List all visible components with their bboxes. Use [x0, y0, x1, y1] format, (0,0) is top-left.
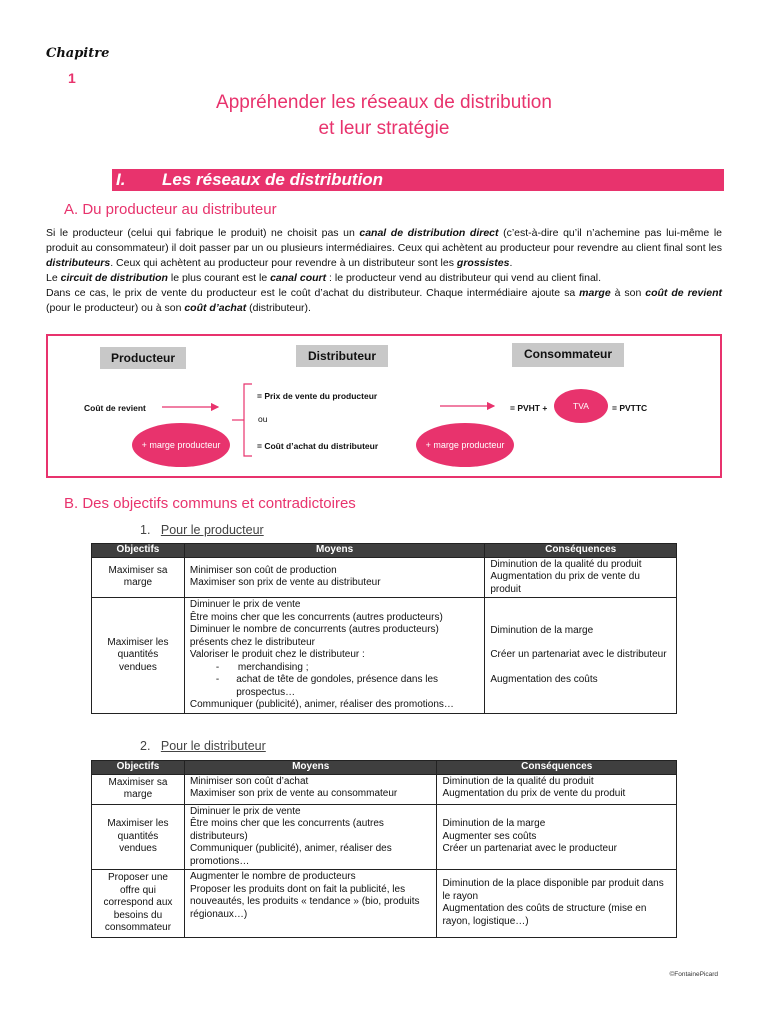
- sub1-heading: 1. Pour le producteur: [140, 523, 264, 537]
- moyens-cell: Augmenter le nombre de producteurs Proposer les produits dont on fait la publicité, les nouveautés, les produits « tendance » (bio, produits régionaux…): [184, 870, 436, 938]
- objective-cell: Proposer une offre qui correspond aux besoins du consommateur: [92, 870, 185, 938]
- copyright: ©FontainePicard: [669, 971, 718, 978]
- table-header-row: [92, 544, 677, 558]
- chapter-number: 1: [68, 70, 76, 86]
- header-objectifs: Objectifs: [92, 761, 185, 775]
- table-row: [92, 774, 677, 804]
- subsection-a-heading: A. Du producteur au distributeur: [64, 201, 277, 218]
- tva-ellipse: TVA: [554, 389, 608, 423]
- consequences-cell: Diminution de la place disponible par produit dans le rayon Augmentation des coûts de structure (mise en rayon, logistique…): [437, 870, 677, 938]
- section-title: Les réseaux de distribution: [162, 170, 384, 189]
- table-row: [92, 598, 677, 714]
- header-consequences: Conséquences: [437, 761, 677, 775]
- marge-ellipse-2: + marge producteur: [416, 423, 514, 467]
- header-moyens: Moyens: [184, 544, 484, 558]
- prix-vente-label: = Prix de vente du producteur: [257, 391, 378, 401]
- cout-achat-label: = Coût d’achat du distributeur: [257, 441, 379, 451]
- moyens-cell: Diminuer le prix de vente Être moins cher que les concurrents (autres producteurs) Diminuer le nombre de concurrents (autres producteurs) présents chez le distributeur Valoriser le produit chez le distributeur : - merchandising ; - achat de tête de gondoles, présence dans les prospectus… Communiquer (publicité), animer, réaliser des promotions…: [184, 598, 484, 714]
- moyens-cell: Diminuer le prix de vente Être moins cher que les concurrents (autres distributeurs) Communiquer (publicité), animer, réaliser des promotions…: [184, 804, 436, 870]
- marge-ellipse-1: + marge producteur: [132, 423, 230, 467]
- objective-cell: Maximiser sa marge: [92, 774, 185, 804]
- consequences-cell: Diminution de la marge Créer un partenariat avec le distributeur Augmentation des coûts: [485, 598, 677, 714]
- section-number: I.: [116, 170, 126, 189]
- table-header-row: [92, 761, 677, 775]
- distributeur-box: Distributeur: [296, 345, 388, 367]
- ou-label: ou: [258, 414, 268, 424]
- consequences-cell: Diminution de la marge Augmenter ses coûts Créer un partenariat avec le producteur: [437, 804, 677, 870]
- table-row: [92, 557, 677, 598]
- consequences-cell: Diminution de la qualité du produit Augmentation du prix de vente du produit: [485, 557, 677, 598]
- table-row: [92, 870, 677, 938]
- consequences-cell: Diminution de la qualité du produit Augmentation du prix de vente du produit: [437, 774, 677, 804]
- objective-cell: Maximiser les quantités vendues: [92, 598, 185, 714]
- objective-cell: Maximiser sa marge: [92, 557, 185, 598]
- subsection-b-heading: B. Des objectifs communs et contradictoires: [64, 495, 356, 512]
- producteur-table: [91, 543, 677, 714]
- consommateur-box: Consommateur: [512, 343, 624, 367]
- objective-cell: Maximiser les quantités vendues: [92, 804, 185, 870]
- pvht-label: = PVHT +: [510, 403, 548, 413]
- chapter-label: Chapitre: [46, 46, 110, 61]
- moyens-cell: Minimiser son coût d’achat Maximiser son prix de vente au consommateur: [184, 774, 436, 804]
- table-row: [92, 804, 677, 870]
- page-title-line2: et leur stratégie: [318, 118, 450, 139]
- producteur-box: Producteur: [100, 347, 186, 369]
- header-moyens: Moyens: [184, 761, 436, 775]
- distributeur-table: [91, 760, 677, 938]
- header-consequences: Conséquences: [485, 544, 677, 558]
- intro-paragraph: Si le producteur (celui qui fabrique le produit) ne choisit pas un canal de distribution direct (c’est-à-dire qu’il n’achemine pas lui-même le produit au consommateur) il doit passer par un ou plusieurs intermédiaires. Ceux qui achètent au producteur pour revendre au client final sont les distributeurs. Ceux qui achètent au producteur pour revendre à un distributeur sont les grossistes. Le circuit de distribution le plus courant est le canal court : le producteur vend au distributeur qui vend au client final. Dans ce cas, le prix de vente du producteur est le coût d’achat du distributeur. Chaque intermédiaire ajoute sa marge à son coût de revient (pour le producteur) ou à son coût d’achat (distributeur).: [46, 227, 723, 314]
- cout-revient-label: Coût de revient: [84, 403, 146, 413]
- distribution-diagram: [46, 334, 722, 478]
- bracket: [244, 384, 252, 456]
- section-heading-bar: [112, 169, 724, 191]
- header-objectifs: Objectifs: [92, 544, 185, 558]
- moyens-cell: Minimiser son coût de production Maximiser son prix de vente au distributeur: [184, 557, 484, 598]
- sub2-heading: 2. Pour le distributeur: [140, 739, 266, 753]
- pvttc-label: = PVTTC: [612, 403, 648, 413]
- page-title-line1: Appréhender les réseaux de distribution: [216, 92, 552, 113]
